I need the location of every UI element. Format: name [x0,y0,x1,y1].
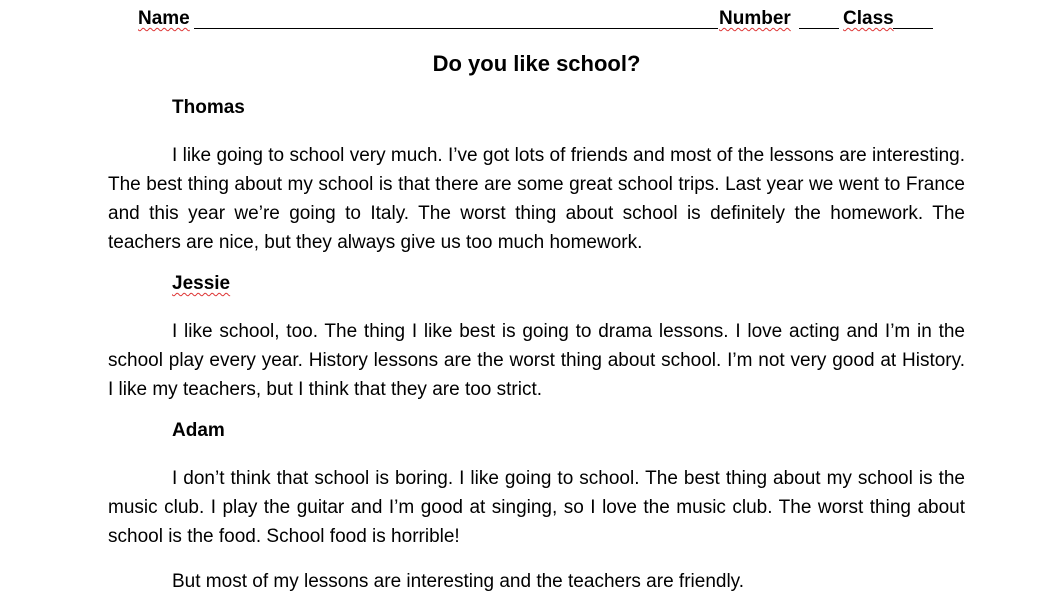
person-name-jessie: Jessie [172,273,231,294]
person-name-adam: Adam [172,420,225,441]
document-page [108,6,965,596]
class-blank [893,28,933,29]
worksheet-header [138,6,933,34]
number-label: Number [719,8,791,29]
name-blank [194,28,718,29]
paragraph-thomas: I like going to school very much. I’ve got lots of friends and most of the lessons are interesting. The best thing about my school is that there are some great school trips. Last year we went to France and this year we’re going to Italy. The worst thing about school is definitely the homework. The teachers are nice, but they always give us too much homework. [108,145,965,253]
class-label: Class [843,8,894,29]
paragraph-closing: But most of my lessons are interesting and the teachers are friendly. [172,571,745,592]
paragraph-adam: I don’t think that school is boring. I like going to school. The best thing about my school is the music club. I play the guitar and I’m good at singing, so I love the music club. The worst thing about school is the food. School food is horrible! [108,468,965,547]
person-name-thomas: Thomas [172,97,245,118]
page-title: Do you like school? [432,51,641,76]
name-label: Name [138,8,190,29]
number-blank [799,28,839,29]
paragraph-jessie: I like school, too. The thing I like best is going to drama lessons. I love acting and I’m in the school play every year. History lessons are the worst thing about school. I’m not very good at History. I like my teachers, but I think that they are too strict. [108,321,965,400]
